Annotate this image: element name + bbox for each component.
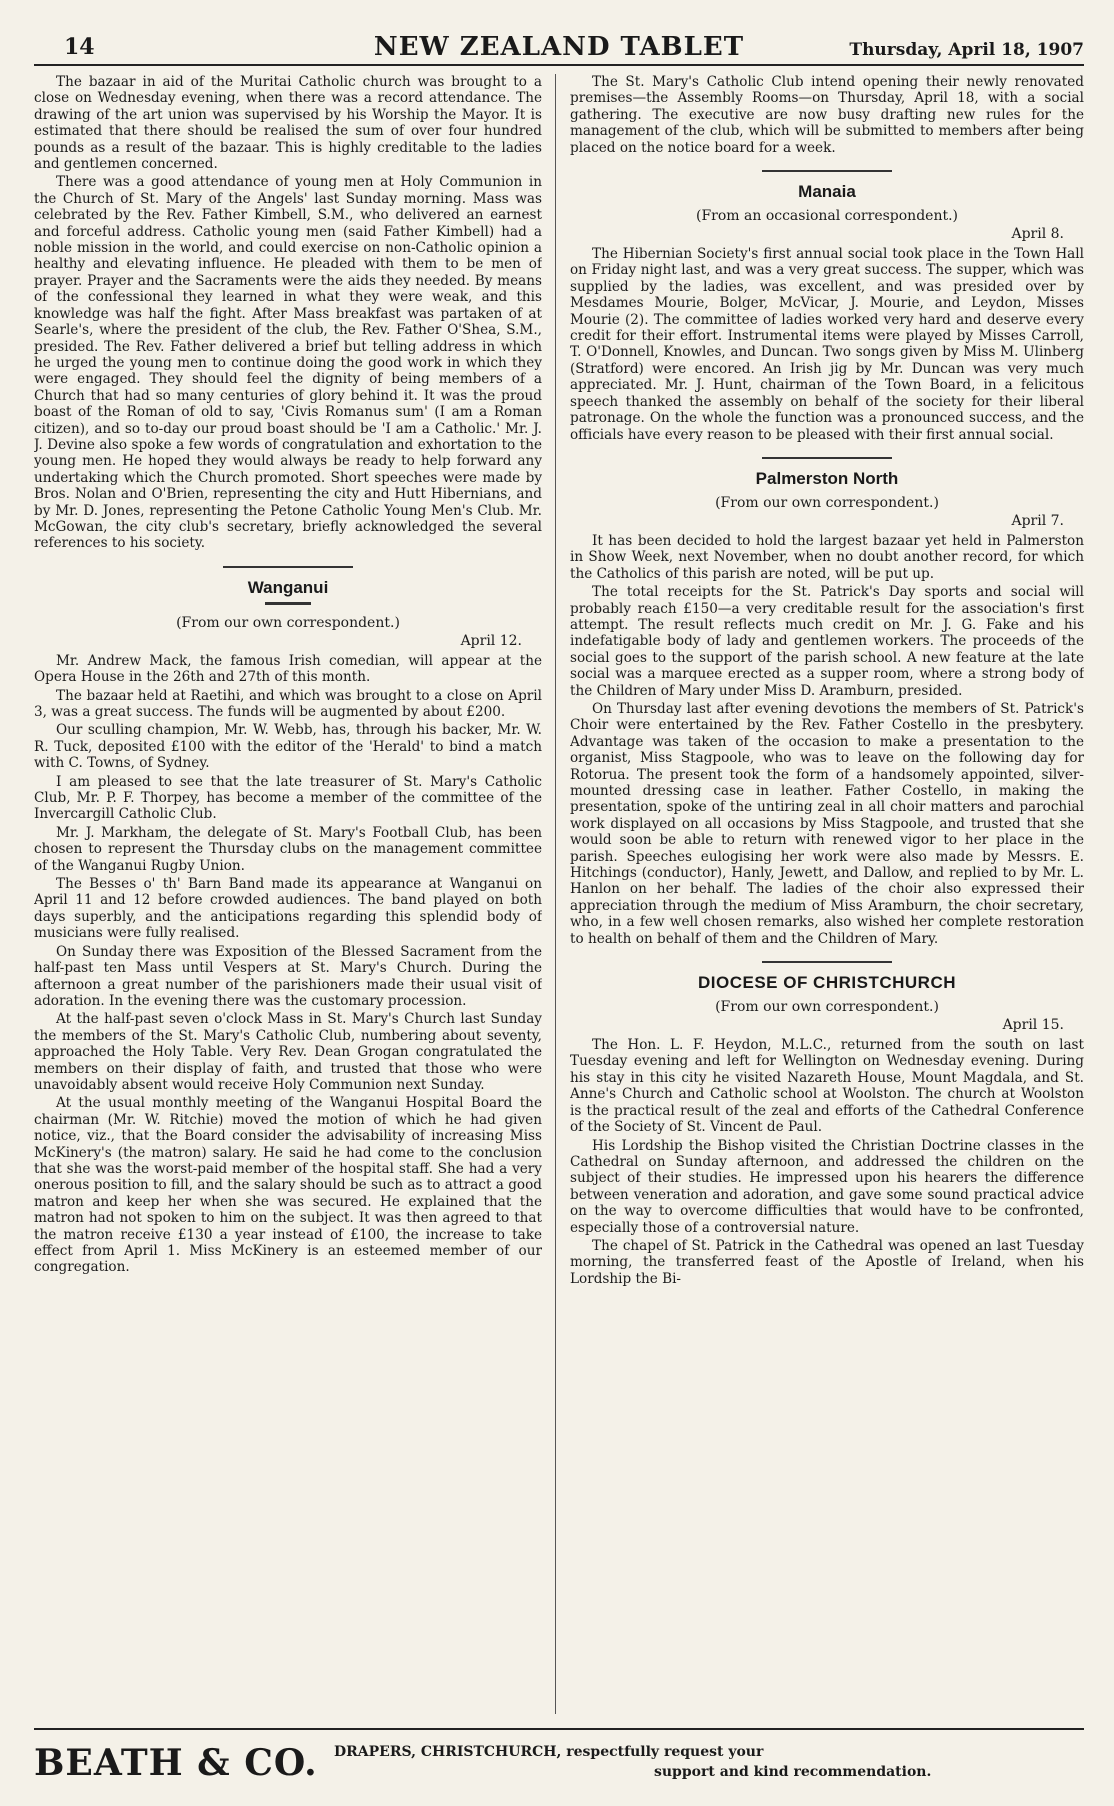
article-paragraph: I am pleased to see that the late treasurer of St. Mary's Catholic Club, Mr. P. F. Thorpey, has become a member of the committee of the Invercargill Catholic Club. (34, 773, 542, 823)
article-paragraph: Mr. Andrew Mack, the famous Irish comedian, will appear at the Opera House in the 26th and 27th of this month. (34, 652, 542, 686)
article-paragraph: On Sunday there was Exposition of the Blessed Sacrament from the half-past ten Mass until Vespers at St. Mary's Church. During the afternoon a great number of the parishioners made their usual visit of adoration. In the evening there was the customary procession. (34, 943, 542, 1009)
article-paragraph: The total receipts for the St. Patrick's Day sports and social will probably reach £150—a very creditable result for the association's first attempt. The result reflects much credit on Mr. J. G. Fake and his indefatigable body of lady and gentlemen workers. The proceeds of the social goes to the support of the parish school. A new feature at the late social was a marquee erected as a supper room, where a strong body of the Children of Mary under Miss D. Aramburn, presided. (570, 584, 1084, 699)
dateline: April 7. (1011, 512, 1064, 529)
article-paragraph: Mr. J. Markham, the delegate of St. Mary's Football Club, has been chosen to represent the Thursday clubs on the management committee of the Wanganui Rugby Union. (34, 824, 542, 874)
article-paragraph: At the usual monthly meeting of the Wanganui Hospital Board the chairman (Mr. W. Ritchie) moved the motion of which he had given notice, viz., that the Board consider the advisability of increasing Miss McKinery's (the matron) salary. He said he had come to the conclusion that she was the worst-paid member of the hospital staff. She had a very onerous position to fill, and the salary should be such as to attract a good matron and keep her when she was secured. He explained that the matron had not spoken to him on the subject. It was then agreed to that the matron receive £130 a year instead of £100, the increase to take effect from April 1. Miss McKinery is an esteemed member of our congregation. (34, 1095, 542, 1276)
page-header (34, 28, 1084, 66)
article-paragraph: The Hon. L. F. Heydon, M.L.C., returned from the south on last Tuesday evening and left for Wellington on Wednesday evening. During his stay in this city he visited Nazareth House, Mount Magdala, and St. Anne's Church and Catholic school at Woolston. The church at Woolston is the practical result of the zeal and efforts of the Cathedral Conference of the Society of St. Vincent de Paul. (570, 1037, 1084, 1136)
section-title-manaia: Manaia (798, 182, 856, 202)
advertisement-text: support and kind recommendation. (654, 1764, 932, 1780)
advertiser-name: BEATH & CO. (34, 1742, 318, 1784)
section-rule (762, 457, 892, 459)
article-paragraph: The chapel of St. Patrick in the Cathedral was opened an last Tuesday morning, the transferred feast of the Apostle of Ireland, when his Lordship the Bi- (570, 1237, 1084, 1287)
article-paragraph: The bazaar held at Raetihi, and which was brought to a close on April 3, was a great success. The funds will be augmented by about £200. (34, 687, 542, 720)
page-number: 14 (64, 34, 95, 60)
dateline: April 15. (1002, 1017, 1064, 1034)
footer-advertisement (34, 1728, 1084, 1790)
correspondent-byline: (From our own correspondent.) (715, 494, 939, 511)
section-rule (762, 170, 892, 172)
article-paragraph: His Lordship the Bishop visited the Christian Doctrine classes in the Cathedral on Sunday afternoon, and addressed the children on the subject of their studies. He impressed upon his hearers the difference between veneration and adoration, and gave some sound practical advice on the way to overcome difficulties that would have to be confronted, especially those of a controversial nature. (570, 1137, 1084, 1236)
article-paragraph: The bazaar in aid of the Muritai Catholic church was brought to a close on Wednesday evening, when there was a record attendance. The drawing of the art union was supervised by his Worship the Mayor. It is estimated that there should be realised the sum of over four hundred pounds as a result of the bazaar. This is highly creditable to the ladies and gentlemen concerned. (34, 74, 542, 173)
section-title-christchurch: DIOCESE OF CHRISTCHURCH (697, 973, 956, 993)
issue-date: Thursday, April 18, 1907 (849, 40, 1084, 60)
section-rule (223, 566, 353, 568)
dateline: April 8. (1011, 226, 1064, 243)
section-title-wanganui: Wanganui (247, 577, 329, 597)
section-rule (762, 961, 892, 963)
section-title-palmerston-north: Palmerston North (755, 468, 899, 488)
article-paragraph: Our sculling champion, Mr. W. Webb, has, through his backer, Mr. W. R. Tuck, deposited £100 with the editor of the 'Herald' to bind a match with C. Towns, of Sydney. (34, 722, 542, 772)
article-paragraph: It has been decided to hold the largest bazaar yet held in Palmerston in Show Week, next November, when no doubt another record, for which the Catholics of this parish are noted, will be put up. (570, 532, 1084, 582)
article-paragraph: The Besses o' th' Barn Band made its appearance at Wanganui on April 11 and 12 before crowded audiences. The band played on both days superbly, and the anticipations regarding this splendid body of musicians were fully realised. (34, 876, 542, 942)
masthead-title: NEW ZEALAND TABLET (373, 32, 745, 62)
article-paragraph: At the half-past seven o'clock Mass in St. Mary's Church last Sunday the members of the St. Mary's Catholic Club, numbering about seventy, approached the Holy Table. Very Rev. Dean Grogan congratulated the members on their display of faith, and trusted that those who were unavoidably absent would receive Holy Communion next Sunday. (34, 1011, 542, 1093)
correspondent-byline: (From an occasional correspondent.) (695, 208, 958, 225)
article-paragraph: There was a good attendance of young men at Holy Communion in the Church of St. Mary of the Angels' last Sunday morning. Mass was celebrated by the Rev. Father Kimbell, S.M., who delivered an earnest and forceful address. Catholic young men (said Father Kimbell) had a noble mission in the world, and could exercise on non-Catholic opinion a healthy and elevating influence. He pleaded with them to be men of prayer. Prayer and the Sacraments were the aids they needed. By means of the confessional they learned in what they were weak, and this knowledge was half the fight. After Mass breakfast was partaken of at Searle's, where the president of the club, the Rev. Father O'Shea, S.M., presided. The Rev. Father delivered a brief but telling address in which he urged the young men to continue doing the good work in which they were engaged. They should feel the dignity of being members of a Church that had so many centuries of glory behind it. It was the proud boast of the Roman of old to say, 'Civis Romanus sum' (I am a Roman citizen), and so to-day our proud boast should be 'I am a Catholic.' Mr. J. J. Devine also spoke a few words of congratulation and exhortation to the young men. He hoped they would always be ready to help forward any undertaking which the Church promoted. Short speeches were made by Bros. Nolan and O'Brien, representing the city and Hutt Hibernians, and by Mr. D. Jones, representing the Petone Catholic Young Men's Club. Mr. McGowan, the city club's secretary, briefly acknowledged the several references to his society. (34, 174, 542, 552)
column-divider (555, 74, 556, 1714)
correspondent-byline: (From our own correspondent.) (176, 614, 400, 631)
article-paragraph: The St. Mary's Catholic Club intend opening their newly renovated premises—the Assembly Rooms—on Thursday, April 18, with a social gathering. The executive are now busy drafting new rules for the management of the club, which will be submitted to members after being placed on the notice board for a week. (570, 74, 1084, 156)
article-paragraph: The Hibernian Society's first annual social took place in the Town Hall on Friday night last, and was a very great success. The supper, which was supplied by the ladies, was excellent, and was presided over by Mesdames Mourie, Bolger, McVicar, J. Mourie, and Leydon, Misses Mourie (2). The committee of ladies worked very hard and deserve every credit for their effort. Instrumental items were played by Misses Carroll, T. O'Donnell, Knowles, and Duncan. Two songs given by Miss M. Ulinberg (Stratford) were encored. An Irish jig by Mr. Duncan was very much appreciated. Mr. J. Hunt, chairman of the Town Board, in a felicitous speech thanked the assembly on behalf of the society for their liberal patronage. On the whole the function was a pronounced success, and the officials have every reason to be pleased with their first annual social. (570, 246, 1084, 443)
article-paragraph: On Thursday last after evening devotions the members of St. Patrick's Choir were entertained by the Rev. Father Costello in the presbytery. Advantage was taken of the occasion to make a presentation to the organist, Miss Stagpoole, who was to leave on the following day for Rotorua. The present took the form of a handsomely appointed, silver-mounted dressing case in leather. Father Costello, in making the presentation, spoke of the untiring zeal in all choir matters and parochial work displayed on all occasions by Miss Stagpoole, and trusted that she would soon be able to return with renewed vigor to her place in the parish. Speeches eulogising her work were also made by Messrs. E. Hitchings (conductor), Hanly, Jewett, and Dallow, and replied to by Mr. L. Hanlon on her behalf. The ladies of the choir also expressed their appreciation through the medium of Miss Aramburn, the choir secretary, who, in a few well chosen remarks, also wished her complete restoration to health on behalf of them and the Children of Mary. (570, 700, 1084, 947)
left-column (34, 74, 542, 1714)
dateline: April 12. (460, 632, 522, 649)
advertisement-text: DRAPERS, CHRISTCHURCH, respectfully request your (334, 1744, 764, 1760)
right-column (570, 74, 1084, 1714)
section-ornament (265, 602, 311, 605)
correspondent-byline: (From our own correspondent.) (715, 999, 939, 1016)
